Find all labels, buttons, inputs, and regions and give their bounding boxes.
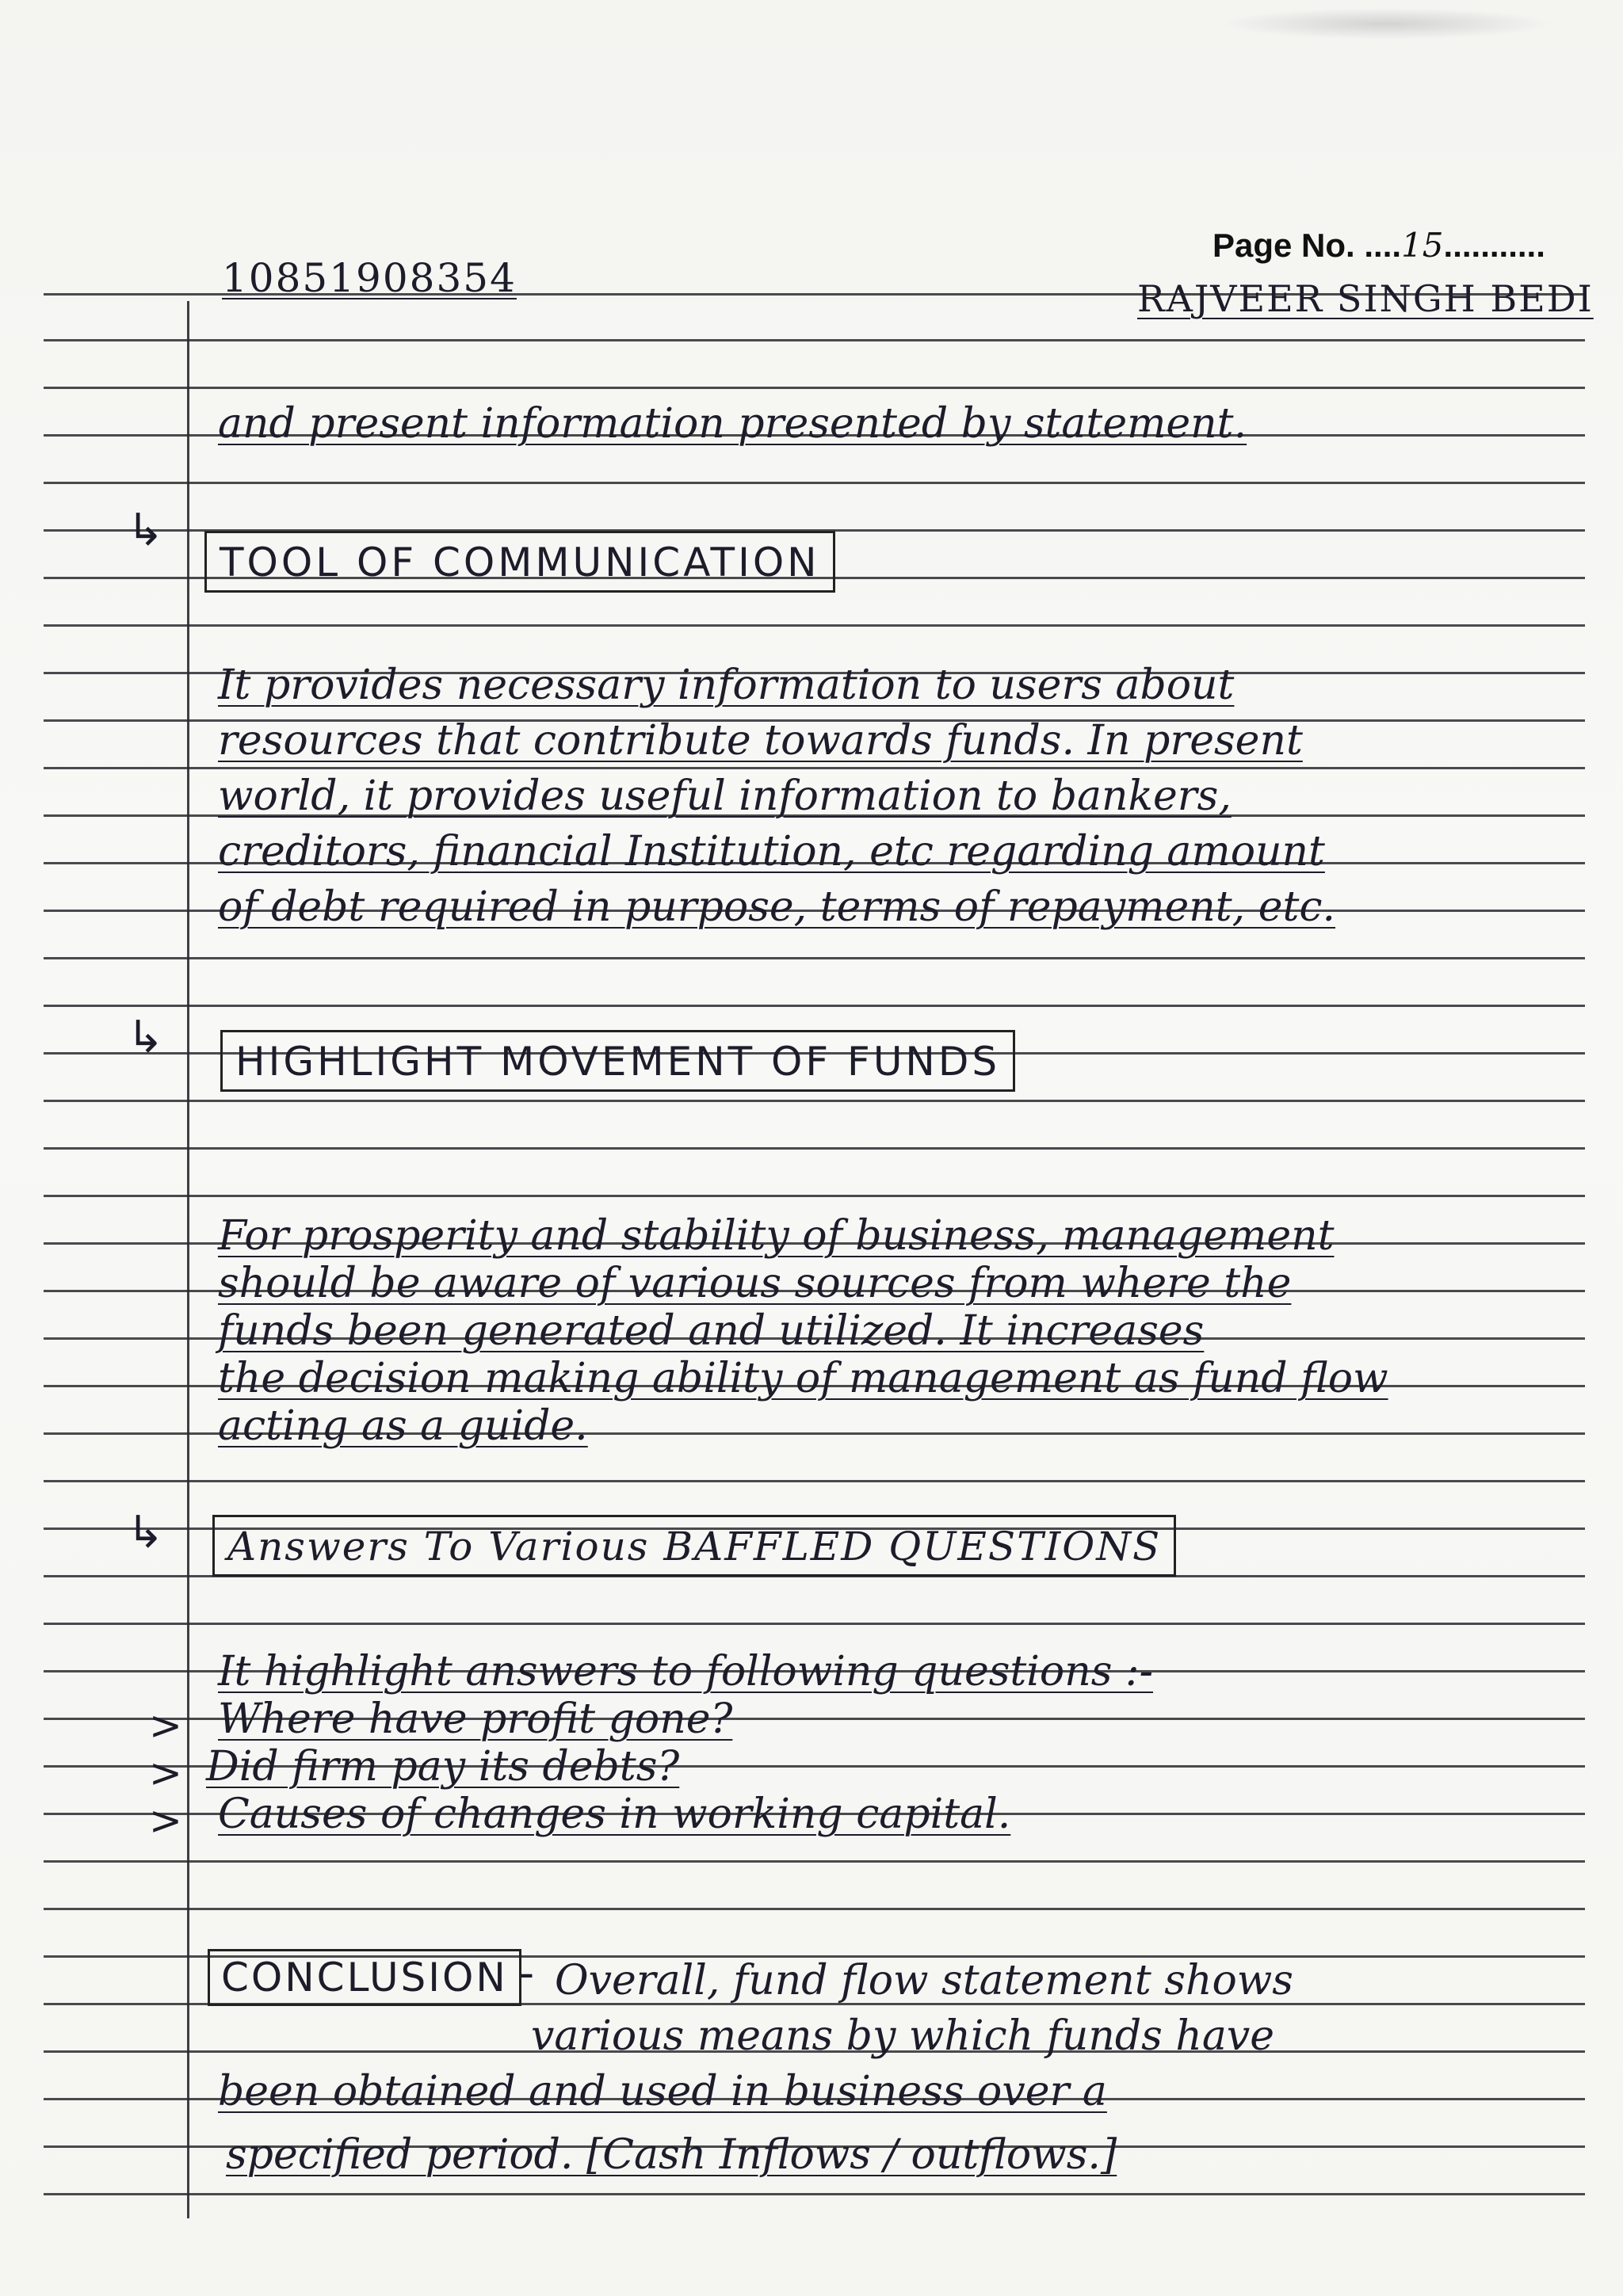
section-heading-communication: TOOL OF COMMUNICATION — [204, 531, 835, 593]
ruled-line — [44, 1480, 1585, 1482]
ruled-line — [44, 1860, 1585, 1863]
conclusion-label: CONCLUSION — [208, 1949, 521, 2006]
dash-separator: - — [519, 1947, 534, 1999]
page-number-label: Page No. — [1212, 227, 1355, 264]
ruled-line — [44, 1100, 1585, 1102]
page-number-field: Page No. ....15........... — [1212, 226, 1545, 265]
section-heading-questions: Answers To Various BAFFLED QUESTIONS — [212, 1515, 1176, 1577]
conclusion-line: Overall, fund flow statement shows — [555, 1957, 1293, 2004]
ruled-line — [44, 387, 1585, 389]
paragraph-line: funds been generated and utilized. It increases — [218, 1307, 1205, 1355]
paragraph-line: world, it provides useful information to bankers, — [218, 772, 1232, 820]
ruled-line — [44, 1005, 1585, 1007]
ruled-line — [44, 767, 1585, 769]
paragraph-line: resources that contribute towards funds. In present — [218, 717, 1303, 765]
bullet-marker: > — [149, 1703, 182, 1749]
paragraph-line: creditors, financial Institution, etc regarding amount — [218, 828, 1325, 875]
ruled-line — [44, 482, 1585, 484]
section-heading-movement: HIGHLIGHT MOVEMENT OF FUNDS — [220, 1030, 1015, 1092]
ruled-line — [44, 1908, 1585, 1910]
arrow-icon: ↳ — [127, 505, 164, 556]
intro-line: and present information presented by statement. — [218, 400, 1247, 448]
ruled-line — [44, 1623, 1585, 1625]
question-item: Causes of changes in working capital. — [218, 1791, 1011, 1838]
arrow-icon: ↳ — [127, 1012, 164, 1063]
ruled-line — [44, 957, 1585, 959]
arrow-icon: ↳ — [127, 1507, 164, 1558]
paragraph-line: For prosperity and stability of business, management — [218, 1212, 1335, 1260]
ruled-line — [44, 1195, 1585, 1197]
bullet-marker: > — [149, 1798, 182, 1844]
conclusion-line: various means by which funds have — [531, 2012, 1275, 2060]
margin-line — [187, 301, 189, 2218]
conclusion-line: specified period. [Cash Inflows / outflows.] — [226, 2131, 1117, 2179]
question-item: Did firm pay its debts? — [206, 1743, 680, 1791]
page-number: 15 — [1401, 226, 1444, 265]
scan-smudge — [1220, 8, 1553, 40]
ruled-line — [44, 624, 1585, 627]
paragraph-line: the decision making ability of management as fund flow — [218, 1355, 1388, 1402]
paragraph-line: of debt required in purpose, terms of repayment, etc. — [218, 883, 1336, 931]
ruled-line — [44, 2193, 1585, 2195]
ruled-line — [44, 1147, 1585, 1150]
paragraph-line: should be aware of various sources from where the — [218, 1260, 1292, 1307]
conclusion-line: been obtained and used in business over a — [218, 2068, 1107, 2115]
paragraph-line: acting as a guide. — [218, 1402, 588, 1450]
author-name: RAJVEER SINGH BEDI — [1137, 277, 1594, 320]
paragraph-line: It highlight answers to following questions :- — [218, 1648, 1154, 1695]
question-item: Where have profit gone? — [218, 1695, 733, 1743]
paragraph-line: It provides necessary information to users about — [218, 662, 1235, 709]
bullet-marker: > — [149, 1750, 182, 1796]
student-id: 10851908354 — [222, 255, 517, 301]
ruled-line — [44, 339, 1585, 341]
